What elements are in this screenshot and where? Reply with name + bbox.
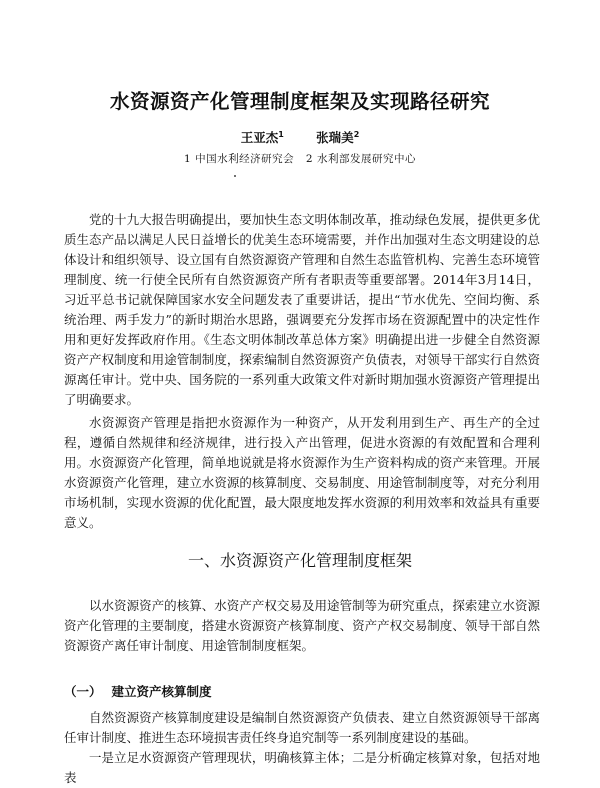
section-paragraph [64,596,540,656]
author-name: 张瑞美 [316,130,354,145]
paper-title: 水资源资产化管理制度框架及实现路径研究 [109,90,490,113]
author [316,130,359,145]
author [241,130,284,145]
affiliation-mark: 2 [353,129,360,139]
affiliation-mark: 1 [278,129,284,139]
author-line [0,128,600,146]
affiliation: 1 中国水利经济研究会 [184,153,295,165]
paragraph-text: 一是立足水资源资产管理现状，明确核算主体；二是分析确定核算对象，包括对地表 [64,750,540,785]
intro-paragraph [64,413,540,533]
subsection-title: 建立资产核算制度 [111,684,212,699]
affiliation: 2 水利部发展研究中心 [305,153,416,165]
subsection-number: （一） [64,684,102,699]
author-name: 王亚杰 [240,130,279,145]
paragraph-text: 自然资源资产核算制度建设是编制自然资源资产负债表、建立自然资源领导干部离任审计制度、推进生态环境损害责任终身追究制等一系列制度建设的基础。 [64,710,540,745]
paragraph-text: 以水资源资产的核算、水资产产权交易及用途管制等为研究重点，探索建立水资源资产化管理的主要制度，搭建水资源资产核算制度、资产产权交易制度、领导干部自然资源资产离任审计制度、用途管制制度框架。 [64,598,540,653]
subsection-heading [64,682,540,700]
stray-dot [234,175,236,177]
paragraph-text: 水资源资产管理是指把水资源作为一种资产，从开发利用到生产、再生产的全过程，遵循自然规律和经济规律，进行投入产出管理，促进水资源的有效配置和合理利用。水资源资产化管理，简单地说就是将水资源作为生产资料构成的资产来管理。开展水资源资产化管理，建立水资源的核算制度、交易制度、用途管制制度等，对充分利用市场机制，实现水资源的优化配置，最大限度地发挥水资源的利用效率和效益具有重要意义。 [64,415,540,530]
intro-paragraph [64,210,540,410]
section-heading: 一、水资源资产化管理制度框架 [187,551,412,570]
affiliation-line [0,151,600,166]
subsection-paragraph [64,708,540,788]
paragraph-text: 党的十九大报告明确提出，要加快生态文明体制改革，推动绿色发展，提供更多优质生态产品以满足人民日益增长的优美生态环境需要，并作出加强对生态文明建设的总体设计和组织领导、设立国有自然资源资产管理和自然生态监管机构、完善生态环境管理制度、统一行使全民所有自然资源资产所有者职责等重要部署。2014年3月14日，习近平总书记就保障国家水安全问题发表了重要讲话，提出“节水优先、空间均衡、系统治理、两手发力”的新时期治水思路，强调要充分发挥市场在资源配置中的决定性作用和更好发挥政府作用。《生态文明体制改革总体方案》明确提出进一步健全自然资源资产产权制度和用途管制制度，探索编制自然资源资产负债表，对领导干部实行自然资源离任审计。党中央、国务院的一系列重大政策文件对新时期加强水资源资产管理提出了明确要求。 [64,212,540,407]
